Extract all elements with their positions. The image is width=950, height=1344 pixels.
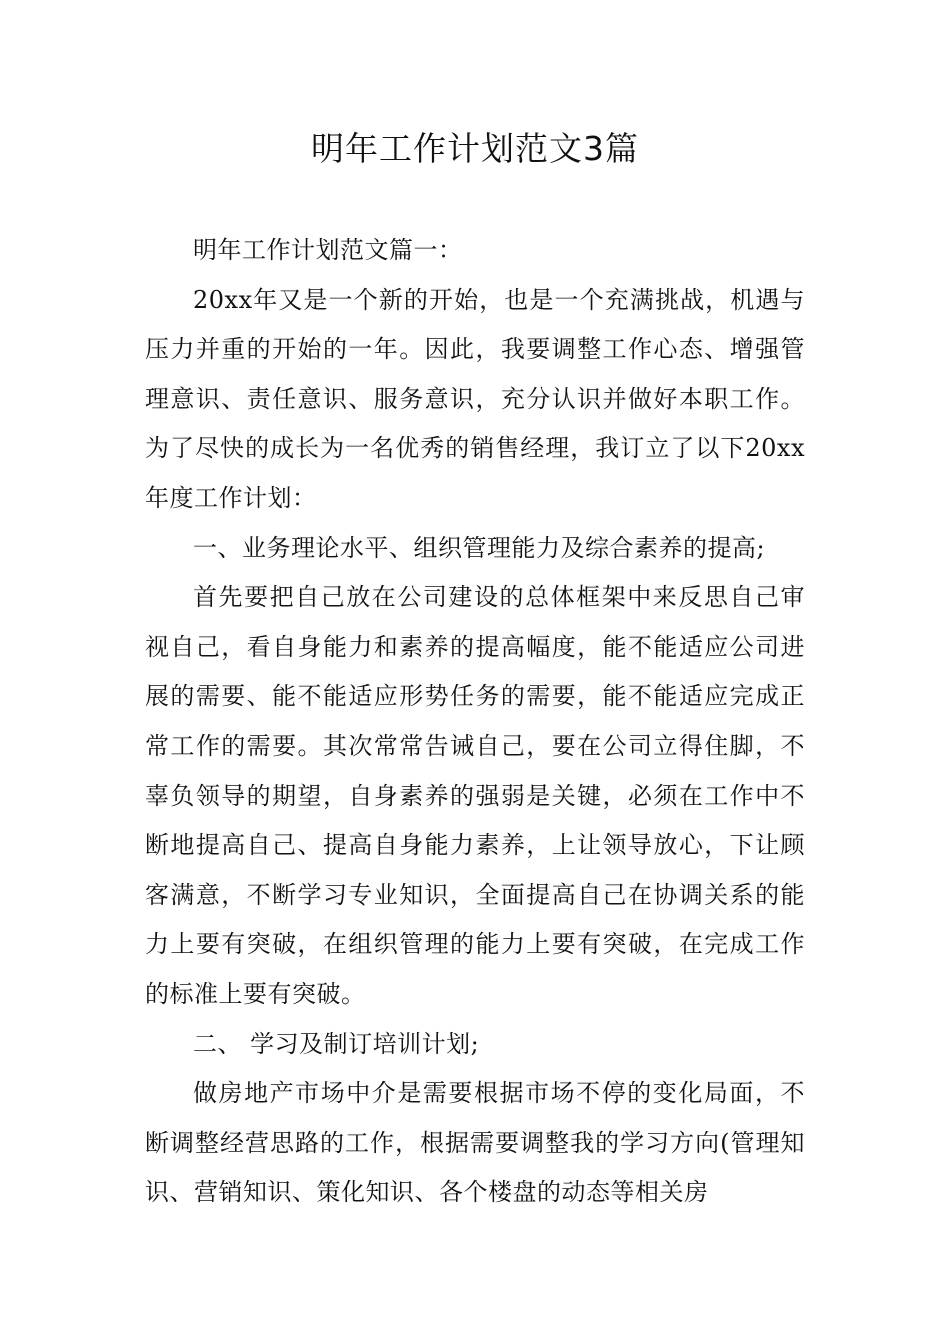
paragraph-section-two-body: 做房地产市场中介是需要根据市场不停的变化局面，不断调整经营思路的工作，根据需要调整我的学习方向(管理知识、营销知识、策化知识、各个楼盘的动态等相关房 — [145, 1079, 805, 1207]
document-body — [145, 226, 805, 1218]
paragraph-section-one-heading: 一、业务理论水平、组织管理能力及综合素养的提高; — [193, 533, 766, 562]
paragraph-section-two-heading: 二、 学习及制订培训计划; — [193, 1029, 480, 1058]
paragraph-intro: 20xx年又是一个新的开始，也是一个充满挑战，机遇与压力并重的开始的一年。因此，我要调整工作心态、增强管理意识、责任意识、服务意识，充分认识并做好本职工作。为了尽快的成长为一名优秀的销售经理，我订立了以下20xx年度工作计划： — [145, 285, 805, 512]
document-title: 明年工作计划范文3篇 — [311, 129, 639, 168]
paragraph-section-one-body: 首先要把自己放在公司建设的总体框架中来反思自己审视自己，看自身能力和素养的提高幅度，能不能适应公司进展的需要、能不能适应形势任务的需要，能不能适应完成正常工作的需要。其次常常告诫自己，要在公司立得住脚，不辜负领导的期望，自身素养的强弱是关键，必须在工作中不断地提高自己、提高自身能力素养，上让领导放心，下让顾客满意，不断学习专业知识，全面提高自己在协调关系的能力上要有突破，在组织管理的能力上要有突破，在完成工作的标准上要有突破。 — [145, 583, 805, 1008]
paragraph-heading-article-one: 明年工作计划范文篇一： — [193, 236, 463, 264]
